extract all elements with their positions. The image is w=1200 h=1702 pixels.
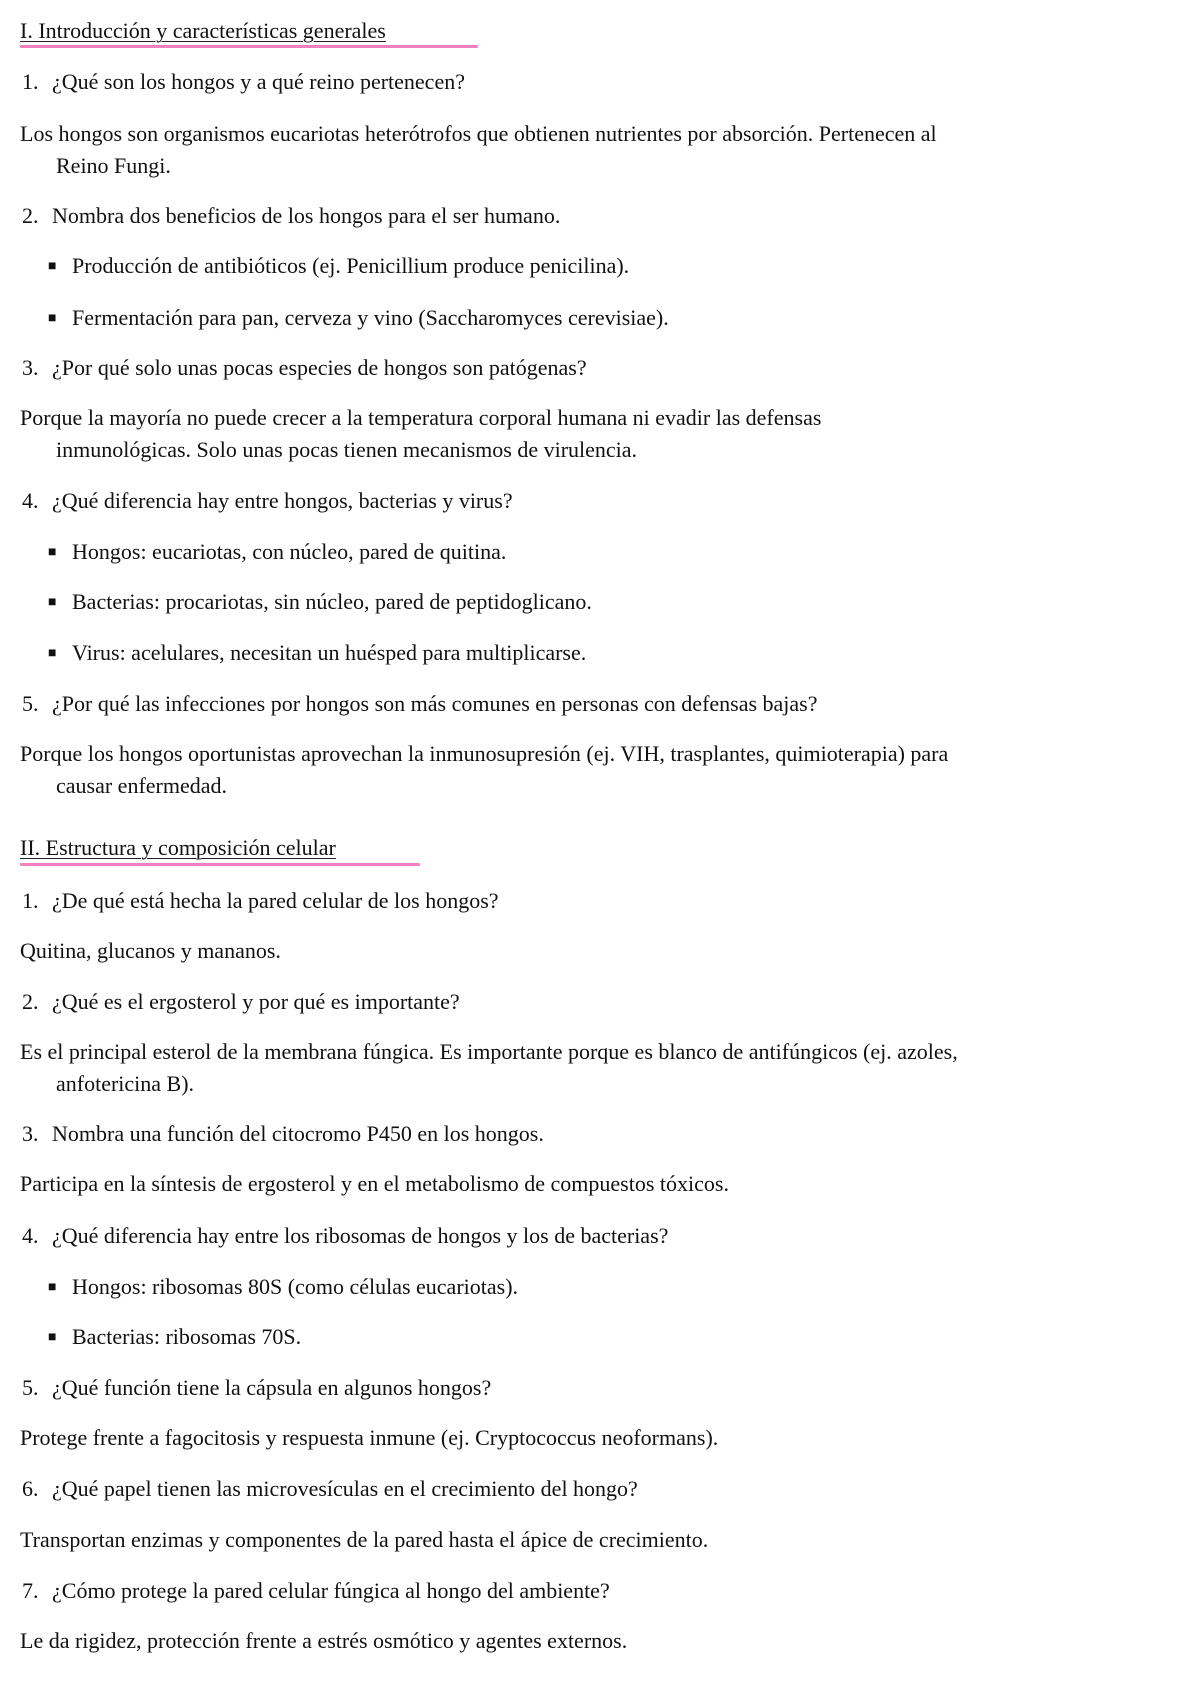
bullet-icon: ■ (48, 545, 57, 560)
bullet-item: ■ Hongos: eucariotas, con núcleo, pared de quitina. (48, 536, 506, 569)
answer-text: Los hongos son organismos eucariotas heterótrofos que obtienen nutrientes por absorción. Pertenecen al (20, 121, 937, 146)
answer-text: Porque los hongos oportunistas aprovechan la inmunosupresión (ej. VIH, trasplantes, quimioterapia) para (20, 741, 949, 766)
bullet-item: ■ Virus: acelulares, necesitan un huésped para multiplicarse. (48, 637, 586, 670)
question: 3. Nombra una función del citocromo P450 en los hongos. (22, 1121, 544, 1146)
bullet-icon: ■ (48, 311, 57, 326)
bullet-icon: ■ (48, 646, 57, 661)
answer-text: Es el principal esterol de la membrana fúngica. Es importante porque es blanco de antifúngicos (ej. azoles, (20, 1039, 958, 1064)
question: 1. ¿Qué son los hongos y a qué reino pertenecen? (22, 69, 465, 94)
answer-text: Participa en la síntesis de ergosterol y en el metabolismo de compuestos tóxicos. (20, 1171, 729, 1196)
bullet-icon: ■ (48, 259, 57, 274)
question: 3. ¿Por qué solo unas pocas especies de hongos son patógenas? (22, 355, 587, 380)
answer-text: causar enfermedad. (56, 773, 228, 798)
question: 4. ¿Qué diferencia hay entre hongos, bacterias y virus? (22, 488, 513, 513)
question: 7. ¿Cómo protege la pared celular fúngica al hongo del ambiente? (22, 1578, 610, 1603)
section-underline (20, 45, 478, 48)
bullet-icon: ■ (48, 1330, 57, 1345)
section-heading: II. Estructura y composición celular (20, 835, 336, 860)
bullet-item: ■ Fermentación para pan, cerveza y vino (Saccharomyces cerevisiae). (48, 302, 669, 335)
bullet-item: ■ Producción de antibióticos (ej. Penicillium produce penicilina). (48, 250, 629, 283)
bullet-item: ■ Bacterias: ribosomas 70S. (48, 1321, 301, 1354)
answer-text: Protege frente a fagocitosis y respuesta inmune (ej. Cryptococcus neoformans). (20, 1425, 719, 1450)
answer-text: Le da rigidez, protección frente a estrés osmótico y agentes externos. (20, 1628, 628, 1653)
question: 1. ¿De qué está hecha la pared celular de los hongos? (22, 888, 499, 913)
answer-text: inmunológicas. Solo unas pocas tienen mecanismos de virulencia. (56, 437, 638, 462)
answer-text: Reino Fungi. (56, 153, 171, 178)
section-heading: I. Introducción y características generales (20, 18, 386, 43)
question: 6. ¿Qué papel tienen las microvesículas en el crecimiento del hongo? (22, 1476, 638, 1501)
question: 2. ¿Qué es el ergosterol y por qué es importante? (22, 989, 460, 1014)
bullet-item: ■ Bacterias: procariotas, sin núcleo, pared de peptidoglicano. (48, 586, 592, 619)
section-underline (20, 863, 420, 866)
question: 4. ¿Qué diferencia hay entre los ribosomas de hongos y los de bacterias? (22, 1223, 669, 1248)
answer-text: Quitina, glucanos y mananos. (20, 938, 281, 963)
question: 5. ¿Qué función tiene la cápsula en algunos hongos? (22, 1375, 492, 1400)
bullet-item: ■ Hongos: ribosomas 80S (como células eucariotas). (48, 1271, 518, 1304)
answer-text: anfotericina B). (56, 1071, 195, 1096)
question: 2. Nombra dos beneficios de los hongos para el ser humano. (22, 203, 561, 228)
question: 5. ¿Por qué las infecciones por hongos son más comunes en personas con defensas bajas? (22, 691, 818, 716)
answer-text: Porque la mayoría no puede crecer a la temperatura corporal humana ni evadir las defensas (20, 405, 822, 430)
bullet-icon: ■ (48, 1280, 57, 1295)
bullet-icon: ■ (48, 595, 57, 610)
answer-text: Transportan enzimas y componentes de la pared hasta el ápice de crecimiento. (20, 1527, 709, 1552)
